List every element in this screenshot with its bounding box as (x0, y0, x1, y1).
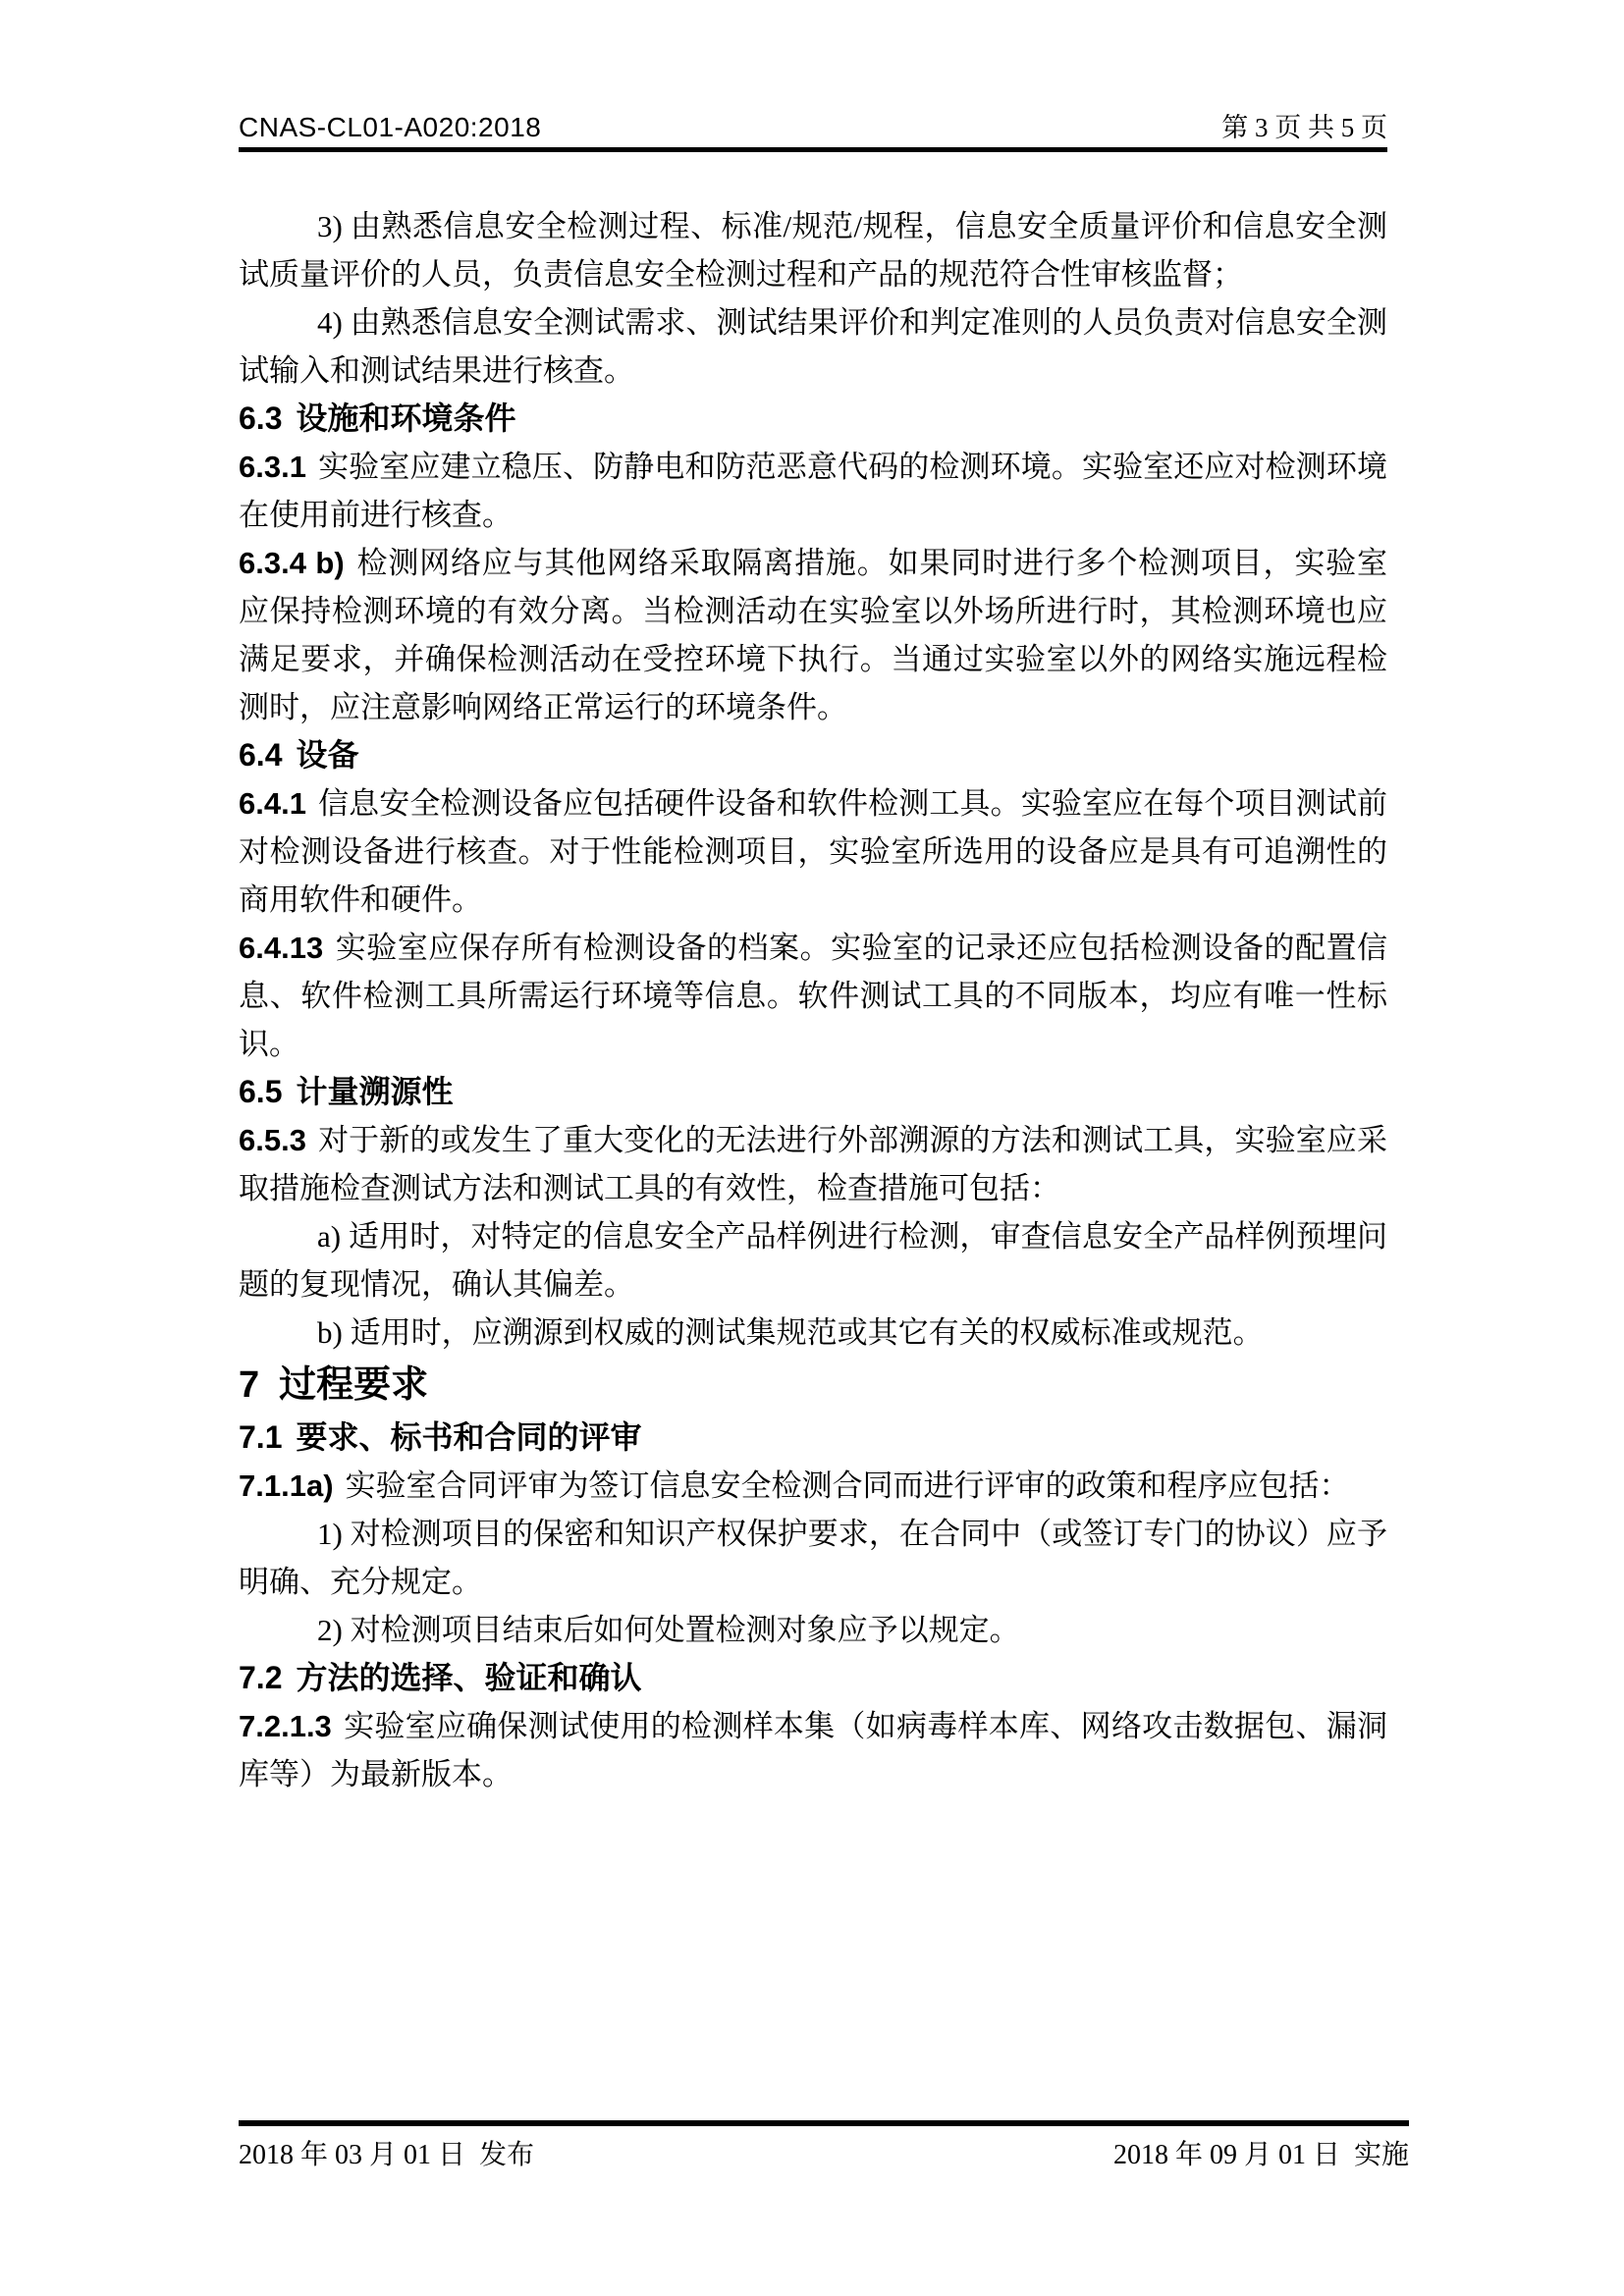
page-header (239, 106, 1387, 144)
section-heading (239, 1654, 1387, 1702)
clause-text: 实验室应建立稳压、防静电和防范恶意代码的检测环境。实验室还应对检测环境在使用前进行核查。 (239, 450, 1387, 532)
list-item: a) 适用时，对特定的信息安全产品样例进行检测，审查信息安全产品样例预埋问题的复现情况，确认其偏差。 (239, 1219, 1387, 1302)
clause-text: 信息安全检测设备应包括硬件设备和软件检测工具。实验室应在每个项目测试前对检测设备进行核查。对于性能检测项目，实验室所选用的设备应是具有可追溯性的商用软件和硬件。 (239, 786, 1387, 917)
section-title: 设备 (296, 737, 359, 773)
section-title: 方法的选择、验证和确认 (296, 1660, 642, 1695)
clause-paragraph (239, 1116, 1387, 1212)
section-number: 6.4 (239, 737, 283, 773)
clause-paragraph (239, 1462, 1387, 1510)
section-number: 7.1 (239, 1419, 283, 1455)
list-item: 2) 对检测项目结束后如何处置检测对象应予以规定。 (317, 1613, 1020, 1647)
list-item: 3) 由熟悉信息安全检测过程、标准/规范/规程，信息安全质量评价和信息安全测试质量评价的人员，负责信息安全检测过程和产品的规范符合性审核监督； (239, 209, 1387, 292)
clause-number: 6.3.4 b) (239, 546, 345, 580)
section-title: 要求、标书和合同的评审 (296, 1419, 642, 1455)
list-item: b) 适用时，应溯源到权威的测试集规范或其它有关的权威标准或规范。 (317, 1315, 1264, 1350)
clause-number: 7.2.1.3 (239, 1709, 332, 1743)
chapter-number: 7 (239, 1364, 260, 1406)
clause-number: 7.1.1a) (239, 1468, 334, 1503)
clause-number: 6.4.13 (239, 931, 324, 965)
clause-paragraph (239, 924, 1387, 1068)
clause-number: 6.3.1 (239, 450, 306, 484)
clause-text: 实验室应确保测试使用的检测样本集（如病毒样本库、网络攻击数据包、漏洞库等）为最新版本。 (239, 1709, 1387, 1791)
list-item: 4) 由熟悉信息安全测试需求、测试结果评价和判定准则的人员负责对信息安全测试输入和测试结果进行核查。 (239, 305, 1387, 388)
page-footer (239, 2134, 1409, 2177)
page-indicator: 第 3 页 共 5 页 (1221, 113, 1387, 142)
section-number: 6.5 (239, 1074, 283, 1109)
issue-date: 2018 年 03 月 01 日 发布 (239, 2140, 535, 2170)
section-heading (239, 1414, 1387, 1462)
section-heading (239, 395, 1387, 443)
clause-text: 实验室应保存所有检测设备的档案。实验室的记录还应包括检测设备的配置信息、软件检测工具所需运行环境等信息。软件测试工具的不同版本，均应有唯一性标识。 (239, 931, 1387, 1061)
implement-date: 2018 年 09 月 01 日 实施 (1112, 2140, 1409, 2170)
clause-text: 实验室合同评审为签订信息安全检测合同而进行评审的政策和程序应包括： (345, 1468, 1350, 1503)
section-heading (239, 731, 1387, 779)
clause-paragraph (239, 1702, 1387, 1798)
list-item: 1) 对检测项目的保密和知识产权保护要求，在合同中（或签订专门的协议）应予明确、充分规定。 (239, 1517, 1387, 1599)
clause-text: 对于新的或发生了重大变化的无法进行外部溯源的方法和测试工具，实验室应采取措施检查测试方法和测试工具的有效性，检查措施可包括： (239, 1123, 1387, 1205)
document-body (239, 202, 1387, 1798)
footer-rule (239, 2120, 1409, 2126)
chapter-title: 过程要求 (279, 1364, 429, 1406)
section-title: 计量溯源性 (296, 1074, 454, 1109)
clause-paragraph (239, 443, 1387, 539)
clause-paragraph (239, 779, 1387, 924)
clause-paragraph (239, 539, 1387, 731)
section-number: 7.2 (239, 1660, 283, 1695)
section-number: 6.3 (239, 400, 283, 436)
section-title: 设施和环境条件 (296, 400, 516, 436)
chapter-heading (239, 1357, 1387, 1414)
header-rule (239, 147, 1387, 152)
clause-text: 检测网络应与其他网络采取隔离措施。如果同时进行多个检测项目，实验室应保持检测环境的有效分离。当检测活动在实验室以外场所进行时，其检测环境也应满足要求，并确保检测活动在受控环境下执行。当通过实验室以外的网络实施远程检测时，应注意影响网络正常运行的环境条件。 (239, 546, 1387, 724)
clause-number: 6.5.3 (239, 1123, 306, 1157)
clause-number: 6.4.1 (239, 786, 306, 821)
document-number: CNAS-CL01-A020:2018 (239, 112, 542, 142)
section-heading (239, 1068, 1387, 1116)
